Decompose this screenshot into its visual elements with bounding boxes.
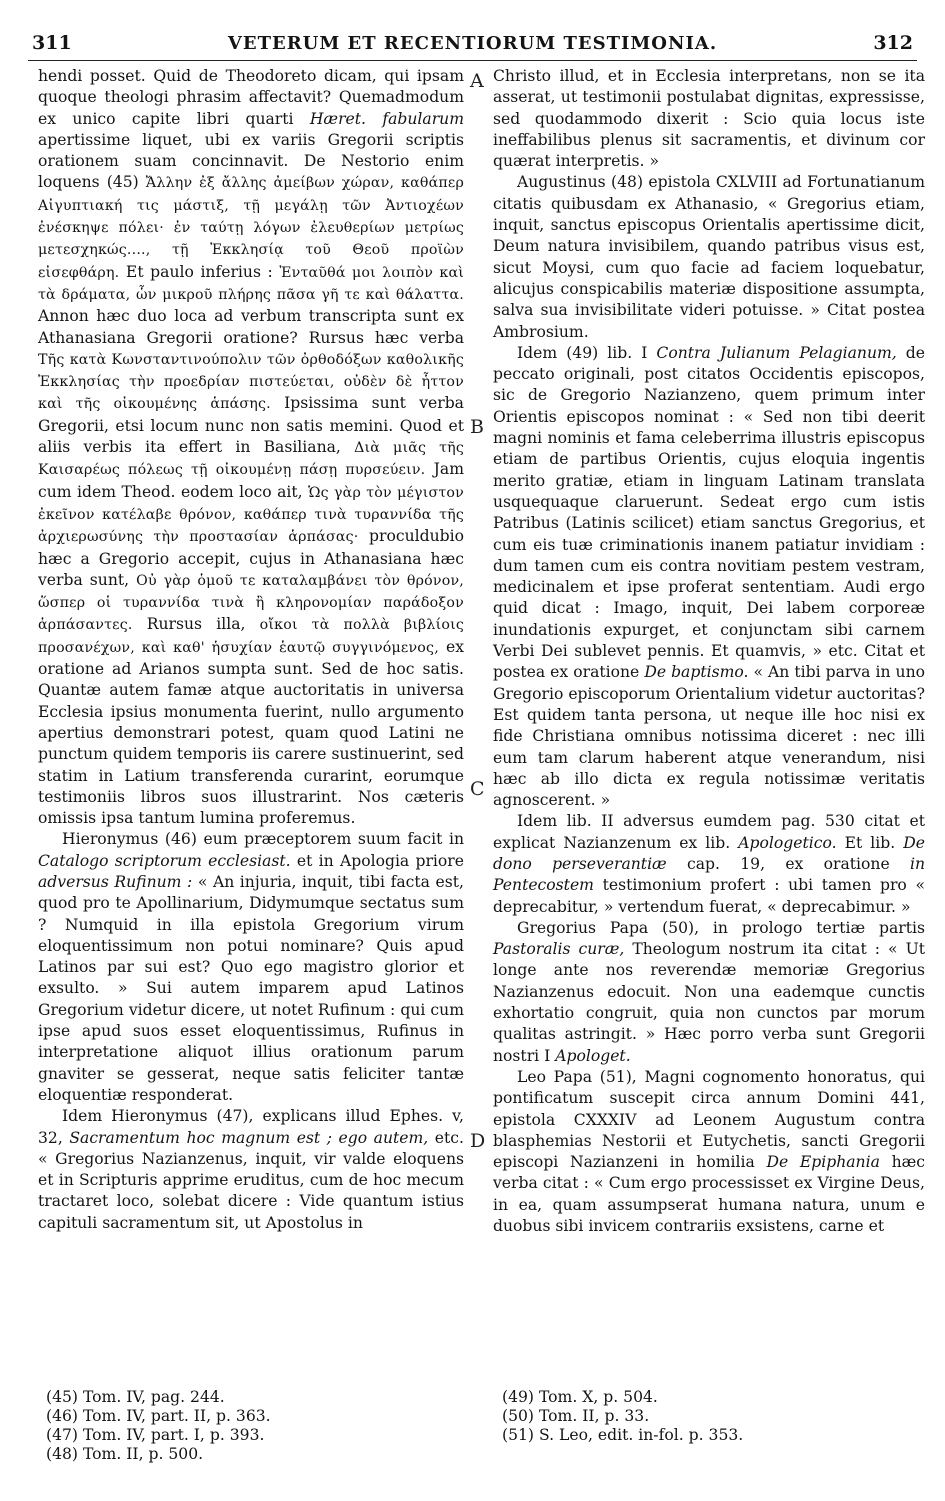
running-header: [28, 30, 917, 61]
left-paragraph-hieronymus-ephes: Idem Hieronymus (47), explicans illud Ephes. v, 32, Sacramentum hoc magnum est ; ego autem, etc. « Gregorius Nazianzenus, inquit, vir valde eloquens et in Scripturis apprime eruditus, cum de hoc mecum tractaret loco, solebat dicere : Vide quantum istius capituli sacramentum sit, ut Apostolus in: [38, 1107, 464, 1232]
footnotes-right: [502, 1388, 743, 1445]
left-paragraph-hieronymus: Hieronymus (46) eum præceptorem suum facit in Catalogo scriptorum ecclesiast. et in Apologia priore adversus Rufinum : « An injuria, inquit, tibi facta est, quod pro te Apollinarium, Didymumque sectatus sum ? Numquid in illa epistola Gregorium virum eloquentissimum non potui nominare? Quis apud Latinos par sui est? Quo ego magistro glorior et exsulto. » Sui autem imparem apud Latinos Gregorium videtur dicere, ut notet Rufinum : qui cum ipse apud suos esset eloquentissimus, Rufinus in interpretatione aliquot illius orationum parum gnaviter se gesserat, neque satis feliciter tantæ eloquentiæ responderat.: [38, 830, 464, 1104]
right-paragraph-continuation: Christo illud, et in Ecclesia interpretans, non se ita asserat, ut testimonii postulabat dignitas, expressisse, sed quodammodo dixerit : Scio quia locus iste ineffabilibus plenus sit sacramentis, et divinum cor quærat interpretis. »: [493, 67, 925, 171]
greek-quote: οἴκοι τὰ πολλὰ βιβλίοις προσανέχων, καὶ καθ' ἡσυχίαν ἑαυτῷ συγγινόμενος,: [38, 617, 464, 656]
margin-marker-d: D: [470, 1130, 486, 1152]
greek-quote: Οὐ γὰρ ὁμοῦ τε καταλαμβάνει τὸν θρόνον, ὥσπερ οἱ τυραννίδα τινὰ ἢ κληρονομίαν παράδοξον ἁρπάσαντες.: [38, 572, 464, 634]
footnote: (49) Tom. X, p. 504.: [502, 1388, 658, 1406]
footnotes-left: [46, 1388, 271, 1464]
greek-quote: Ἄλλην ἐξ ἄλλης ἀμείβων χώραν, καθάπερ Αἰγυπτιακή τις μάστιξ, τῇ μεγάλῃ τῶν Ἀντιοχέων ἐνέσκηψε πόλει· ἐν ταύτῃ λόγων ἐλευθερίων μετρίως μετεσχηκώς...., τῇ Ἐκκλησίᾳ τοῦ Θεοῦ προϊὼν εἰσεφθάρη.: [38, 175, 464, 281]
page-number-right: 312: [873, 32, 913, 54]
right-paragraph-gregorius-papa: Gregorius Papa (50), in prologo tertiæ partis Pastoralis curæ, Theologum nostrum ita citat : « Ut longe ante nos reverendæ memoriæ Gregorius Nazianzenus edocuit. Non una eademque cunctis exhortatio congruit, quia non cunctos par morum qualitas astringit. » Hæc porro verba sunt Gregorii nostri I Apologet.: [493, 918, 926, 1065]
greek-quote: Ὡς γὰρ τὸν μέγιστον ἐκεῖνον κατέλαβε θρόνον, καθάπερ τινὰ τυραννίδα τῆς ἀρχιερωσύνης τὴν προστασίαν ἁρπάσας·: [38, 484, 464, 546]
page-number-left: 311: [32, 32, 72, 54]
footnote: (47) Tom. IV, part. I, p. 393.: [46, 1426, 265, 1444]
left-paragraph-theodoret: hendi posset. Quid de Theodoreto dicam, qui ipsam quoque theologi phrasim affectavit? Quemadmodum ex unico capite libri quarti Hæret. fabularum apertissime liquet, ubi ex variis Gregorii scriptis orationem suam concinnavit. De Nestorio enim loquens (45) Ἄλλην ἐξ ἄλλης ἀμείβων χώραν, καθάπερ Αἰγυπτιακή τις μάστιξ, τῇ μεγάλῃ τῶν Ἀντιοχέων ἐνέσκηψε πόλει· ἐν ταύτῃ λόγων ἐλευθερίων μετρίως μετεσχηκώς...., τῇ Ἐκκλησίᾳ τοῦ Θεοῦ προϊὼν εἰσεφθάρη. Et paulo inferius : Ἐνταῦθά μοι λοιπὸν καὶ τὰ δράματα, ὧν μικροῦ πλήρης πᾶσα γῆ τε καὶ θάλαττα. Annon hæc duo loca ad verbum transcripta sunt ex Athanasiana Gregorii oratione? Rursus hæc verba Τῆς κατὰ Κωνσταντινούπολιν τῶν ὀρθοδόξων καθολικῆς Ἐκκλησίας τὴν προεδρίαν πιστεύεται, οὐδὲν δὲ ἧττον καὶ τῆς οἰκουμένης ἁπάσης. Ipsissima sunt verba Gregorii, etsi locum nunc non satis memini. Quod et aliis verbis ita effert in Basiliana, Διὰ μιᾶς τῆς Καισαρέως πόλεως τῇ οἰκουμένῃ πάσῃ πυρσεύειν. Jam cum idem Theod. eodem loco ait, Ὡς γὰρ τὸν μέγιστον ἐκεῖνον κατέλαβε θρόνον, καθάπερ τινὰ τυραννίδα τῆς ἀρχιερωσύνης τὴν προστασίαν ἁρπάσας· proculdubio hæc a Gregorio accepit, cujus in Athanasiana hæc verba sunt, Οὐ γὰρ ὁμοῦ τε καταλαμβάνει τὸν θρόνον, ὥσπερ οἱ τυραννίδα τινὰ ἢ κληρονομίαν παράδοξον ἁρπάσαντες. Rursus illa, οἴκοι τὰ πολλὰ βιβλίοις προσανέχων, καὶ καθ' ἡσυχίαν ἑαυτῷ συγγινόμενος, ex oratione ad Arianos sumpta sunt. Sed de hoc satis. Quantæ autem famæ atque auctoritatis in universa Ecclesia ipsius monumenta fuerint, nullo argumento apertius demonstrari potest, quam quod Latini ne punctum quidem temporis iis carere sustinuerint, sed statim in Latium transferenda curarint, eorumque testimoniis libros suos illustrarint. Nos cæteris omissis ipsa tantum lumina proferemus.: [38, 67, 464, 828]
footnote: (50) Tom. II, p. 33.: [502, 1407, 650, 1425]
right-paragraph-idem-lib-ii: Idem lib. II adversus eumdem pag. 530 citat et explicat Nazianzenum ex lib. Apologetico. Et lib. De dono perseverantiæ cap. 19, ex oratione in Pentecostem testimonium profert : ubi tamen pro « deprecabitur, » vertendum fuerat, « deprecabimur. »: [493, 812, 926, 916]
footnote: (45) Tom. IV, pag. 244.: [46, 1388, 225, 1406]
margin-marker-b: B: [470, 416, 484, 438]
right-paragraph-contra-julianum: Idem (49) lib. I Contra Julianum Pelagianum, de peccato originali, post citatos Occidentis episcopos, sic de Gregorio Nazianzeno, quem primum inter Orientis episcopos nominat : « Sed non tibi deerit magni nominis et fama celeberrima illustris episcopus etiam de partibus Orientis, cujus eloquia ingentis merito gratiæ, etiam in linguam Latinam translata usquequaque claruerunt. Sedeat ergo cum istis Patribus (Latinis scilicet) etiam sanctus Gregorius, et cum eis tuæ criminationis inanem patiatur invidiam : dum tamen cum eis contra novitiam pestem vestram, medicinalem et ipse proferat sententiam. Audi ergo quid dicat : Imago, inquit, Dei labem corporeæ inundationis expurget, et conjunctam sibi carnem Verbi Dei sublevet pennis. Et quamvis, » etc. Citat et postea ex oratione De baptismo. « An tibi parva in uno Gregorio episcoporum Orientalium videtur auctoritas? Est quidem tanta persona, ut neque ille hoc nisi ex fide Christiana omnibus notissima diceret : nec illi eum tam clarum haberent atque venerandum, nisi hæc ab illo dicta ex regula notissimæ veritatis agnoscerent. »: [493, 343, 925, 810]
footnote: (46) Tom. IV, part. II, p. 363.: [46, 1407, 271, 1425]
greek-quote: Ἐνταῦθά μοι λοιπὸν καὶ τὰ δράματα, ὧν μικροῦ πλήρης πᾶσα γῆ τε καὶ θάλαττα.: [38, 264, 464, 303]
greek-quote: Τῆς κατὰ Κωνσταντινούπολιν τῶν ὀρθοδόξων καθολικῆς Ἐκκλησίας τὴν προεδρίαν πιστεύεται, οὐδὲν δὲ ἧττον καὶ τῆς οἰκουμένης ἁπάσης.: [38, 351, 464, 413]
left-column: [38, 66, 464, 1234]
margin-marker-c: C: [470, 778, 485, 800]
footnote: (51) S. Leo, edit. in-fol. p. 353.: [502, 1426, 744, 1444]
footnote: (48) Tom. II, p. 500.: [46, 1445, 204, 1463]
running-title: VETERUM ET RECENTIORUM TESTIMONIA.: [227, 33, 718, 54]
right-column: [493, 66, 925, 1237]
greek-quote: Διὰ μιᾶς τῆς Καισαρέως πόλεως τῇ οἰκουμένῃ πάσῃ πυρσεύειν.: [38, 440, 464, 479]
right-paragraph-augustinus: Augustinus (48) epistola CXLVIII ad Fortunatianum citatis quibusdam ex Athanasio, « Gregorius etiam, inquit, sanctus episcopus Orientalis apertissime dicit, Deum natura invisibilem, quando patribus visus est, sicut Moysi, cum quo facie ad faciem loquebatur, alicujus conspicabilis materiæ dispositione assumpta, salva sua invisibilitate videri potuisse. » Citat postea Ambrosium.: [493, 173, 925, 341]
right-paragraph-leo-papa: Leo Papa (51), Magni cognomento honoratus, qui pontificatum suscepit circa annum Domini 441, epistola CXXXIV ad Leonem Augustum contra blasphemias Nestorii et Eutychetis, sancti Gregorii episcopi Nazianzeni in homilia De Epiphania hæc verba citat : « Cum ergo processisset ex Virgine Deus, in ea, quam assumpserat humana natura, unum e duobus sibi invicem contrariis exsistens, carne et: [493, 1067, 925, 1236]
margin-marker-a: A: [470, 70, 484, 92]
